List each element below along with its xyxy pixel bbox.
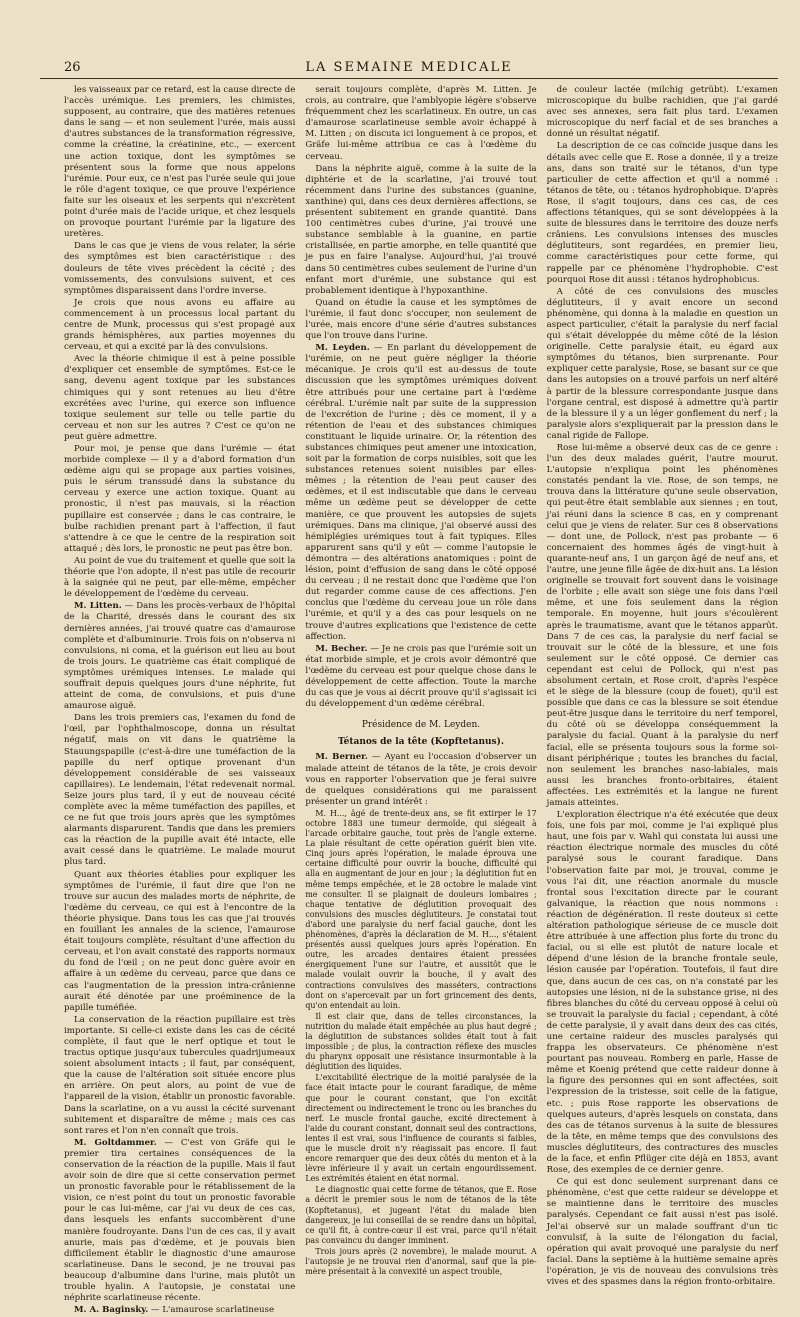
- paragraph: [64, 1138, 295, 1304]
- paragraph: [305, 752, 536, 807]
- paragraph: [64, 354, 295, 443]
- paragraph-text: Pour moi, je pense que dans l'urémie — état morbide complexe — il y a d'abord formation d'un œdème aigu qui se propage aux parties voisines, puis le sérum transsudé dans la substance du cerveau y exerce une action toxique. Quant au pronostic, il n'est pas mauvais, si la réaction pupillaire est conservée ; dans le cas contraire, le bulbe rachidien prenant part à l'affection, il faut s'attendre à ce que le centre de la respiration soit attaqué ; dès lors, le pronostic ne peut pas être bon.: [64, 444, 296, 554]
- paragraph-text: Au point de vue du traitement et quelle que soit la théorie que l'on adopte, il n'est pas utile de recourir à la saignée qui ne peut, par elle-même, empêcher le développement de l'œdème du cerveau.: [64, 555, 296, 600]
- paragraph: [64, 601, 295, 712]
- paragraph-text: La description de ce cas coïncide jusque dans les détails avec celle que E. Rose a donnée, il y a treize ans, dans son traité sur le tétanos, d'un type particulier de cette affection et qu'il a nommé : tétanos de tête, ou : tétanos hydrophobique. D'après Rose, il s'agit toujours, dans ces cas, de ces affections tétaniques, qui se sont développées à la suite de blessures dans le territoire des douze nerfs crâniens. Les convulsions intenses des muscles déglutiteurs, sont regardées, en premier lieu, comme caractéristiques pour cette forme, qui rappelle par ce phénomène l'hydrophobie. C'est pourquoi Rose dit aussi : tétanos hydrophobicus.: [546, 141, 778, 285]
- paragraph: [305, 1012, 536, 1073]
- speaker-name: M. Litten.: [74, 601, 122, 612]
- paragraph: [64, 870, 295, 1014]
- paragraph-text: Quand on étudie la cause et les symptômes de l'urémie, il faut donc s'occuper, non seulement de l'urée, mais encore d'une série d'autres substances que l'on trouve dans l'urine.: [305, 297, 537, 342]
- paragraph: [305, 1247, 536, 1277]
- speaker-name: M. Berner.: [315, 752, 368, 763]
- page-number: 26: [64, 60, 81, 75]
- paragraph-text: M. H..., âgé de trente-deux ans, se fit extirper le 17 octobre 1883 une tumeur dermoïde, qui siégeait à l'arcade orbitaire gauche, tout près de l'angle externe. La plaie résultant de cette opération guérit bien vite. Cinq jours après l'opération, le malade éprouva une certaine difficulté pour ouvrir la bouche, difficulté qui alla en augmentant de jour en jour ; la déglutition fut en même temps empêchée, et le 28 octobre le malade vint me consulter. Il se plaignait de douleurs lombaires ; chaque tentative de déglutition provoquait des convulsions des muscles déglutiteurs. Je constatai tout d'abord une paralysie du nerf facial gauche, dont les phénomènes, d'après la déclaration de M. H..., s'étaient présentés aussi quelques jours après l'opération. En outre, les arcades dentaires étaient pressées énergiquement l'une sur l'autre, et aussitôt que le malade voulait ouvrir la bouche, il y avait des contractions convulsives des masséters, contractions dont on s'apercevait par un fort grincement des dents, qu'on entendait au loin.: [305, 808, 537, 1010]
- paragraph-text: — Ayant eu l'occasion d'observer un malade atteint de tétanos de la tête, je crois devoir vous en rapporter l'observation que je ferai suivre de quelques considérations qui me paraissent présenter un grand intérêt :: [305, 752, 537, 807]
- paragraph: [64, 1015, 295, 1137]
- paragraph-text: de couleur lactée (milchig getrübt). L'examen microscopique du bulbe rachidien, que j'ai gardé avec ses annexes, sera fait plus tard. L'examen microscopique du nerf facial et de ses branches a donné un résultat négatif.: [546, 85, 778, 140]
- paragraph: [305, 809, 536, 1011]
- paragraph-text: L'exploration électrique n'a été exécutée que deux fois, une fois par moi, comme je l'ai expliqué plus haut, une fois par v. Wahl qui constata lui aussi une réaction électrique normale des muscles du côté paralysé sous le courant faradique. Dans l'observation faite par moi, je trouvai, comme je vous l'ai dit, une réaction anormale du muscle frontal sous l'excitation directe par le courant galvanique, la réaction que nous nommons : réaction de dégénération. Il reste douteux si cette altération pathologique sérieuse de ce muscle doit être attribuée à une affection plus forte du tronc du facial, ou si elle est plutôt de nature locale et dépend d'une lésion de la branche frontale seule, lésion causée par l'opération. Toutefois, il faut dire que, dans aucun de ces cas, on n'a constaté par les autopsies une lésion, ni de la substance grise, ni des fibres blanches du côté du cerveau opposé à celui où se trouvait la paralysie du facial ; cependant, à côté de cette paralysie, il y avait dans deux des cas cités, une certaine raideur des muscles paralysés qui frappa les observateurs. Ce phénomène n'est pourtant pas nouveau. Romberg en parle, Hasse de même et Koenig prétend que cette raideur donne à la figure des personnes qui en sont affectées, soit l'expression de la tristesse, soit celle de la fatigue, etc. ; puis Rose rapporte les observations de quelques auteurs, d'après lesquels on constata, dans des cas de tétanos survenus à la suite de blessures de la tête, en même temps que des convulsions des muscles déglutiteurs, des contractures des muscles de la face, et enfin Pflüger cite déjà en 1853, avant Rose, des exemples de ce dernier genre.: [546, 810, 778, 1176]
- paragraph: [305, 1073, 536, 1184]
- paragraph: [547, 810, 778, 1176]
- paragraph: [64, 713, 295, 868]
- paragraph-text: Dans la néphrite aiguë, comme à la suite de la diphtérie et de la scarlatine, j'ai trouvé tout récemment dans l'urine des substances (guanine, xanthine) qui, dans ces deux dernières affections, se présentent subitement en grande quantité. Dans 100 centimètres cubes d'urine, j'ai trouvé une substance semblable à la guanine, en partie cristallisée, en partie amorphe, en telle quantité que je pus en faire l'analyse. Aujourd'hui, j'ai trouvé dans 50 centimètres cubes seulement de l'urine d'un enfant mort d'urémie, une substance qui est probablement identique à l'hypoxanthine.: [305, 163, 537, 296]
- paragraph: [64, 298, 295, 353]
- section-title: Tétanos de la tête (Kopftetanus).: [337, 737, 504, 748]
- column-2: [305, 85, 536, 1317]
- paragraph-text: serait toujours complète, d'après M. Litten. Je crois, au contraire, que l'amblyopie légère s'observe fréquemment chez les scarlatineux. En outre, un cas d'amaurose scarlatineuse semble avoir échappé à M. Litten ; on discuta ici longuement à ce propos, et Gräfe lui-même attribua ce cas à l'œdème du cerveau.: [305, 85, 537, 162]
- speaker-name: M. Goltdammer.: [74, 1137, 157, 1148]
- paragraph: [305, 644, 536, 711]
- running-title: LA SEMAINE MEDICALE: [305, 60, 513, 75]
- paragraph-text: — En parlant du développement de l'urémie, on ne peut guère négliger la théorie mécanique. Je crois qu'il est au-dessus de toute discussion que les symptômes urémiques doivent être attribués pour une certaine part à l'œdème cérébral. L'urémie naît par suite de la suppression de l'excrétion de l'urine ; dès ce moment, il y a rétention de l'eau et des substances chimiques constituant le liquide urinaire. Or, la rétention des substances chimiques peut amener une intoxication, soit par la formation de corps nuisibles, soit que les substances retenues soient nuisibles par elles-mêmes ; la rétention de l'eau peut causer des œdèmes, et il est indiscutable que dans le cerveau même un œdème peut se développer de cette manière, ce que prouvent les autopsies de sujets urémiques. Dans ma clinique, j'ai observé aussi des hémiplégies urémiques tout à fait typiques. Elles apparurent sans qu'il y eût — comme l'autopsie le démontra — des altérations anatomiques : point de lésion, point d'effusion de sang dans le côté opposé du cerveau ; il ne restait donc que l'œdème que l'on dut regarder comme cause de ces affections. J'en conclus que l'œdème du cerveau joue un rôle dans l'urémie, et qu'il y a des cas pour lesquels on ne trouve d'autres explications que l'existence de cette affection.: [305, 343, 537, 642]
- column-3: [547, 85, 778, 1317]
- text-columns: [64, 85, 778, 1316]
- paragraph-text: Trois jours après (2 novembre), le malade mourut. A l'autopsie je ne trouvai rien d'anormal, sauf que la pie-mère présentait à la convexité un aspect trouble,: [305, 1246, 537, 1277]
- paragraph-text: L'excitabilité électrique de la moitié paralysée de la face était intacte pour le courant faradique, de même que pour le courant constant, que l'on excitât directement ou indirectement le tronc ou les branches du nerf. Le muscle frontal gauche, excité directement à l'aide du courant constant, donnait seul des contractions, lentes il est vrai, sous l'influence de courants si faibles, que le muscle droit n'y réagissait pas encore. Il faut encore remarquer que des deux côtés du menton et à la lèvre inférieure il y avait un certain engourdissement. Les extrémités étaient en état normal.: [305, 1073, 537, 1184]
- paragraph: [64, 1305, 295, 1316]
- column-2-discussion: [305, 85, 536, 710]
- paragraph: [547, 443, 778, 809]
- paragraph-text: La conservation de la réaction pupillaire est très importante. Si celle-ci existe dans les cas de cécité complète, il faut que le nerf optique et tout le tractus optique jusqu'aux tubercules quadrijumeaux soient absolument intacts ; il faut, par conséquent, que la cause de l'altération soit située encore plus en arrière. On peut alors, au point de vue de l'appareil de la vision, établir un pronostic favorable. Dans la scarlatine, on a vu aussi la cécité survenant subitement et disparaître de même ; mais ces cas sont rares et l'on n'en connaît que trois.: [64, 1014, 296, 1136]
- paragraph: [64, 444, 295, 555]
- paragraph-text: — Je ne crois pas que l'urémie soit un état morbide simple, et je crois avoir démontré que l'œdème du cerveau est pour quelque chose dans le développement de cette affection. Toute la marche du cas que je vous ai décrit prouve qu'il s'agissait ici du développement d'un œdème cérébral.: [305, 643, 537, 710]
- paragraph-text: — Dans les procès-verbaux de l'hôpital de la Charité, dressés dans le courant des six dernières années, j'ai trouvé quatre cas d'amaurose complète et d'albuminurie. Trois fois on n'observa ni convulsions, ni coma, et la guérison eut lieu au bout de trois jours. Le quatrième cas était compliqué de symptômes urémiques intenses. Le malade qui souffrait depuis quelques jours d'une néphrite, fut atteint de coma, de convulsions, et puis d'une amaurose aiguë.: [64, 601, 296, 712]
- case-report: [305, 809, 536, 1277]
- paragraph-text: Quant aux théories établies pour expliquer les symptômes de l'urémie, il faut dire que l'on ne trouve sur aucun des malades morts de néphrite, de l'œdème du cerveau, ce qui est à l'encontre de la théorie physique. Dans tous les cas que j'ai trouvés en fouillant les annales de la science, l'amaurose était toujours complète, résultant d'une affection du cerveau, et l'on avait constaté des rapports normaux du fond de l'œil ; on ne peut donc guère avoir en affaire à un œdème du cerveau, parce que dans ce cas l'augmentation de la pression intra-crânienne aurait été dénotée par une proéminence de la papille tuméfiée.: [64, 869, 296, 1013]
- paragraph-text: Avec la théorie chimique il est à peine possible d'expliquer cet ensemble de symptômes. Est-ce le sang, devenu agent toxique par les substances chimiques qui y sont retenues au lieu d'être excrétées avec l'urine, qui exerce son influence toxique seulement sur telle ou telle partie du cerveau et non sur les autres ? C'est ce qu'on ne peut guère admettre.: [64, 354, 296, 442]
- paragraph-text: Dans le cas que je viens de vous relater, la série des symptômes est bien caractéristique : des douleurs de tête vives précèdent la cécité ; des vomissements, des convulsions suivent, et ces symptômes disparaissent dans l'ordre inverse.: [64, 241, 296, 296]
- paragraph-text: Rose lui-même a observé deux cas de ce genre : l'un des deux malades guérit, l'autre mourut. L'autopsie n'expliqua point les phénomènes constatés pendant la vie. Rose, de son temps, ne trouva dans la littérature qu'une seule observation, qui peut-être était semblable aux siennes ; en tout, j'ai réuni dans la science 8 cas, en y comprenant celui que je viens de relater. Sur ces 8 observations — dont une, de Pollock, n'est pas probante — 6 concernaient des hommes âgés de vingt-huit à quarante-neuf ans, 1 un garçon âgé de neuf ans, et l'autre, une jeune fille âgée de dix-huit ans. La lésion originelle se trouvait fort souvent dans le voisinage de l'orbite ; elle avait son siège une fois dans l'œil même, et une fois seulement dans la région temporale. En moyenne, huit jours s'écoulèrent après le traumatisme, avant que le tétanos apparût. Dans 7 de ces cas, la paralysie du nerf facial se trouvait sur le côté de la blessure, et une fois seulement sur le côté opposé. Ce dernier cas cependant est celui de Pollock, qui n'est pas absolument certain, et Rose croit, d'après l'espèce et le siège de la blessure (coup de fouet), qu'il est possible que dans ce cas la blessure se soit étendue peut-être jusque dans le territoire du nerf temporel, du côté où se développa conséquemment la paralysie du facial. Quant à la paralysie du nerf facial, elle se présenta toujours sous la forme soi-disant périphérique ; toutes les branches du facial, non seulement les branches naso-labiales, mais aussi les branches fronto-orbitaires, étaient affectées. Les extrémités et la langue ne furent jamais atteintes.: [546, 443, 778, 808]
- paragraph: [305, 85, 536, 163]
- paragraph-text: Le diagnostic quai cette forme de tétanos, que E. Rose a décrit le premier sous le nom de tétanos de la tête (Kopftetanus), et jugeant l'état du malade bien dangereux, je lui conseillai de se rendre dans un hôpital, ce qu'il fit, à contre-cœur il est vrai, parce qu'il n'était pas convaincu du danger imminent.: [305, 1185, 537, 1245]
- paragraph-text: Je crois que nous avons eu affaire au commencement à un processus local partant du centre de Munk, processus qui s'est propagé aux grands hémisphères, aux parties moyennes du cerveau, et qui a excité par là des convulsions.: [64, 297, 296, 353]
- speaker-name: M. A. Baginsky.: [74, 1305, 149, 1316]
- paragraph-text: les vaisseaux par ce retard, est la cause directe de l'accès urémique. Les premiers, les chimistes, supposent, au contraire, que des matières retenues dans le sang — et non seulement l'urée, mais aussi d'autres substances de la transformation régressive, comme la créatine, la créatinine, etc., — exercent une action toxique, dont les symptômes se présentent sous la forme que nous appelons l'urémie. Pour eux, ce n'est pas l'urée seule qui joue le rôle d'agent toxique, ce que prouve l'expérience faite sur les oiseaux et les serpents qui n'excrètent point d'urée mais de l'acide urique, et chez lesquels on provoque pourtant l'urémie par la ligature des uretères.: [64, 85, 296, 240]
- paragraph-text: — C'est von Gräfe qui le premier tira certaines conséquences de la conservation de la réaction de la pupille. Mais il faut avoir soin de dire que si cette conservation permet un pronostic favorable pour le rétablissement de la vision, ce n'est point du tout un pronostic favorable pour le cas lui-même, car j'ai vu deux de ces cas, dans lesquels les enfants succombèrent d'une manière foudroyante. Dans l'un de ces cas, il y avait anurie, mais pas d'œdème, et je pouvais bien difficilement établir le diagnostic d'une amaurose scarlatineuse. Dans le second, je ne trouvai pas beaucoup d'albumine dans l'urine, mais plutôt un trouble hyalin. A l'autopsie, je constatai une néphrite scarlatineuse récente.: [64, 1137, 296, 1304]
- speaker-name: M. Leyden.: [315, 343, 370, 354]
- paragraph: [547, 141, 778, 285]
- paragraph: [547, 1177, 778, 1288]
- paragraph: [305, 164, 536, 297]
- header-rule: [40, 78, 778, 79]
- paragraph: [305, 1185, 536, 1246]
- paragraph: [547, 287, 778, 442]
- paragraph-text: — L'amaurose scarlatineuse: [148, 1305, 275, 1316]
- paragraph-text: Ce qui est donc seulement surprenant dans ce phénomène, c'est que cette raideur se développe et se maintienne dans le territoire des muscles paralysés. Cependant ce fait aussi n'est pas isolé. Jel'ai observé sur un malade souffrant d'un tic convulsif, à la suite de l'élongation du facial, opération qui avait provoqué une paralysie du nerf facial. Dans la septième à la huitième semaine après l'opération, je vis de nouveau des convulsions très vives et des spasmes dans la région fronto-orbitaire.: [546, 1177, 778, 1288]
- paragraph: [64, 556, 295, 600]
- column-2-intro: [305, 752, 536, 807]
- paragraph: [305, 343, 536, 643]
- paragraph-text: Dans les trois premiers cas, l'examen du fond de l'œil, par l'ophthalmoscope, donna un résultat négatif, mais on vit dans le quatrième la Stauungspapille (c'est-à-dire une tuméfaction de la papille du nerf optique provenant d'un développement considérable de ses vaisseaux capillaires). Le lendemain, l'état redevenait normal. Seize jours plus tard, il y eut de nouveau cécité complète avec la même tuméfaction des papilles, et ce ne fut que trois jours après que les symptômes alarmants disparurent. Tandis que dans les premiers cas la réaction de la pupille avait été intacte, elle avait cessé dans le quatrième. Le malade mourut plus tard.: [64, 713, 296, 868]
- speaker-name: M. Becher.: [315, 643, 368, 654]
- paragraph: [305, 298, 536, 342]
- paragraph: [64, 85, 295, 240]
- paragraph: [547, 85, 778, 140]
- page-header: [40, 58, 778, 80]
- column-1: [64, 85, 295, 1317]
- session-chair: Présidence de M. Leyden.: [361, 720, 481, 731]
- paragraph-text: Il est clair que, dans de telles circonstances, la nutrition du malade était empêchée au plus haut degré ; la déglutition de substances solides était tout à fait impossible ; de plus, la contraction réflexe des muscles du pharynx opposait une résistance insurmontable à la déglutition des liquides.: [305, 1011, 537, 1072]
- paragraph-text: A côté de ces convulsions des muscles déglutiteurs, il y avait encore un second phénomène, qui donna à la maladie en question un aspect particulier, c'était la paralysie du nerf facial qui s'était développée du même côté de la lésion originelle. Cette paralysie était, eu égard aux symptômes du tétanos, bien surprenante. Pour expliquer cette paralysie, Rose, se basant sur ce que dans les autopsies on a trouvé parfois un nerf altéré à partir de la blessure correspondante jusque dans l'organe central, est disposé à admettre qu'à partir de la blessure il y a un léger gonflement du nerf ; la paralysie alors s'expliquerait par la pression dans le canal rigide de Fallope.: [546, 286, 778, 441]
- paragraph: [64, 241, 295, 296]
